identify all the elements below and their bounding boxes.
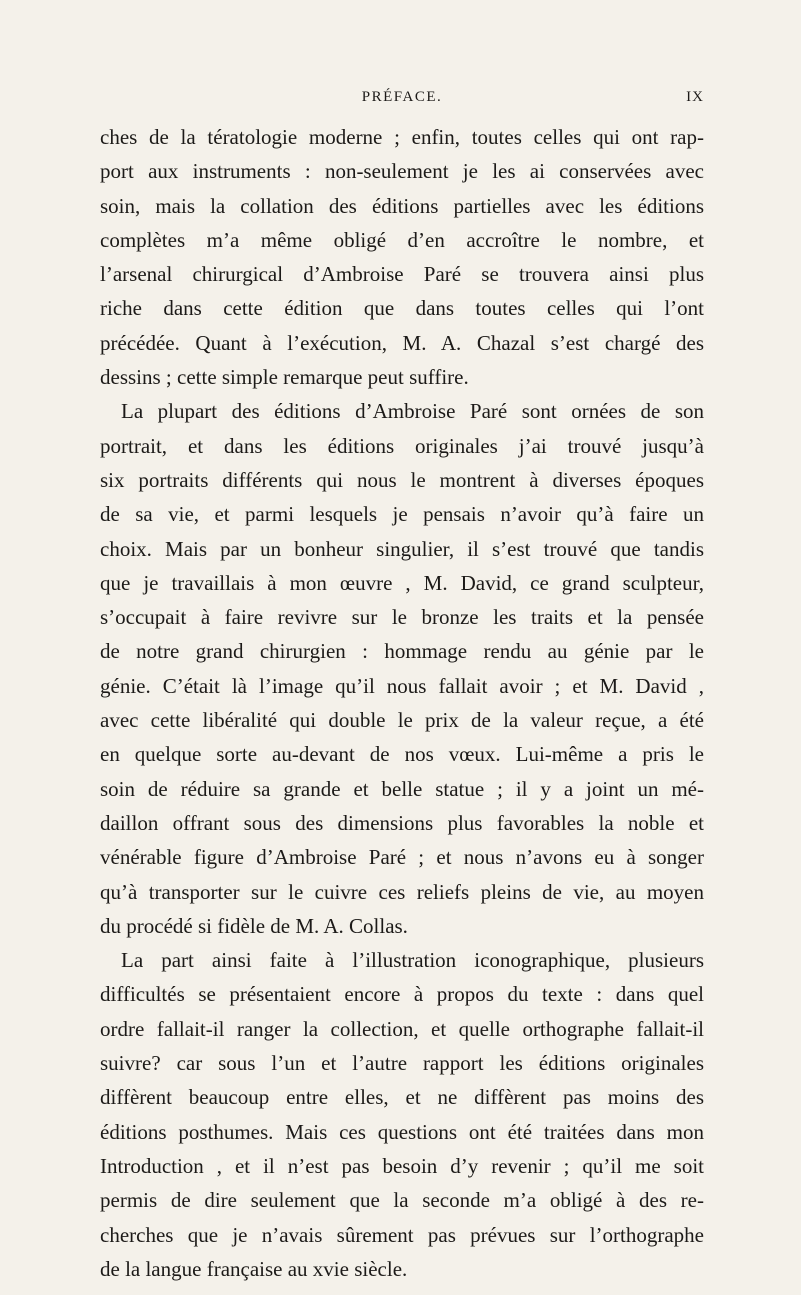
text-line: l’arsenal chirurgical d’Ambroise Paré se trouvera ainsi plus (100, 262, 704, 287)
running-head-title: PRÉFACE. (361, 89, 443, 105)
text-line: permis de dire seulement que la seconde m’a obligé à des re- (100, 1188, 704, 1213)
body-text (100, 120, 704, 1286)
text-line: s’occupait à faire revivre sur le bronze les traits et la pensée (100, 605, 704, 630)
text-line: que je travaillais à mon œuvre , M. David, ce grand sculpteur, (100, 570, 704, 595)
paragraph-end-line: de la langue française au xvie siècle. (100, 1256, 408, 1281)
text-line: daillon offrant sous des dimensions plus favorables la noble et (100, 810, 704, 835)
text-line: Introduction , et il n’est pas besoin d’y revenir ; qu’il me soit (100, 1153, 704, 1178)
paragraph-start-line: La plupart des éditions d’Ambroise Paré sont ornées de son (121, 399, 704, 424)
text-line: soin de réduire sa grande et belle statue ; il y a joint un mé- (100, 776, 704, 801)
text-line: diffèrent beaucoup entre elles, et ne diffèrent pas moins des (100, 1085, 704, 1110)
text-line: vénérable figure d’Ambroise Paré ; et nous n’avons eu à songer (100, 845, 704, 870)
text-line: ches de la tératologie moderne ; enfin, toutes celles qui ont rap- (100, 125, 704, 149)
running-head (100, 86, 704, 108)
text-line: de notre grand chirurgien : hommage rendu au génie par le (100, 639, 704, 664)
text-line: soin, mais la collation des éditions partielles avec les éditions (100, 193, 704, 218)
text-line: éditions posthumes. Mais ces questions ont été traitées dans mon (100, 1119, 704, 1144)
text-line: riche dans cette édition que dans toutes celles qui l’ont (100, 296, 704, 321)
text-line: portrait, et dans les éditions originales j’ai trouvé jusqu’à (100, 433, 704, 458)
text-line: ordre fallait-il ranger la collection, et quelle orthographe fallait-il (100, 1016, 704, 1041)
text-line: port aux instruments : non-seulement je les ai conservées avec (100, 159, 704, 184)
text-line: avec cette libéralité qui double le prix de la valeur reçue, a été (100, 708, 704, 733)
text-line: de sa vie, et parmi lesquels je pensais n’avoir qu’à faire un (100, 502, 704, 527)
text-line: en quelque sorte au-devant de nos vœux. Lui-même a pris le (100, 742, 704, 767)
text-line: suivre? car sous l’un et l’autre rapport les éditions originales (100, 1051, 704, 1076)
text-line: précédée. Quant à l’exécution, M. A. Chazal s’est chargé des (100, 330, 704, 355)
text-line: difficultés se présentaient encore à propos du texte : dans quel (100, 982, 704, 1007)
text-line: six portraits différents qui nous le montrent à diverses époques (100, 467, 704, 492)
text-line: qu’à transporter sur le cuivre ces reliefs pleins de vie, au moyen (100, 879, 704, 904)
text-line: complètes m’a même obligé d’en accroître le nombre, et (100, 227, 704, 252)
paragraph-end-line: dessins ; cette simple remarque peut suffire. (100, 365, 469, 390)
text-line: cherches que je n’avais sûrement pas prévues sur l’orthographe (100, 1222, 704, 1247)
paragraph-end-line: du procédé si fidèle de M. A. Collas. (100, 913, 408, 938)
text-line: choix. Mais par un bonheur singulier, il s’est trouvé que tandis (100, 536, 704, 561)
paragraph-start-line: La part ainsi faite à l’illustration iconographique, plusieurs (121, 948, 704, 973)
text-line: génie. C’était là l’image qu’il nous fallait avoir ; et M. David , (100, 673, 704, 698)
page-number: IX (686, 89, 704, 105)
